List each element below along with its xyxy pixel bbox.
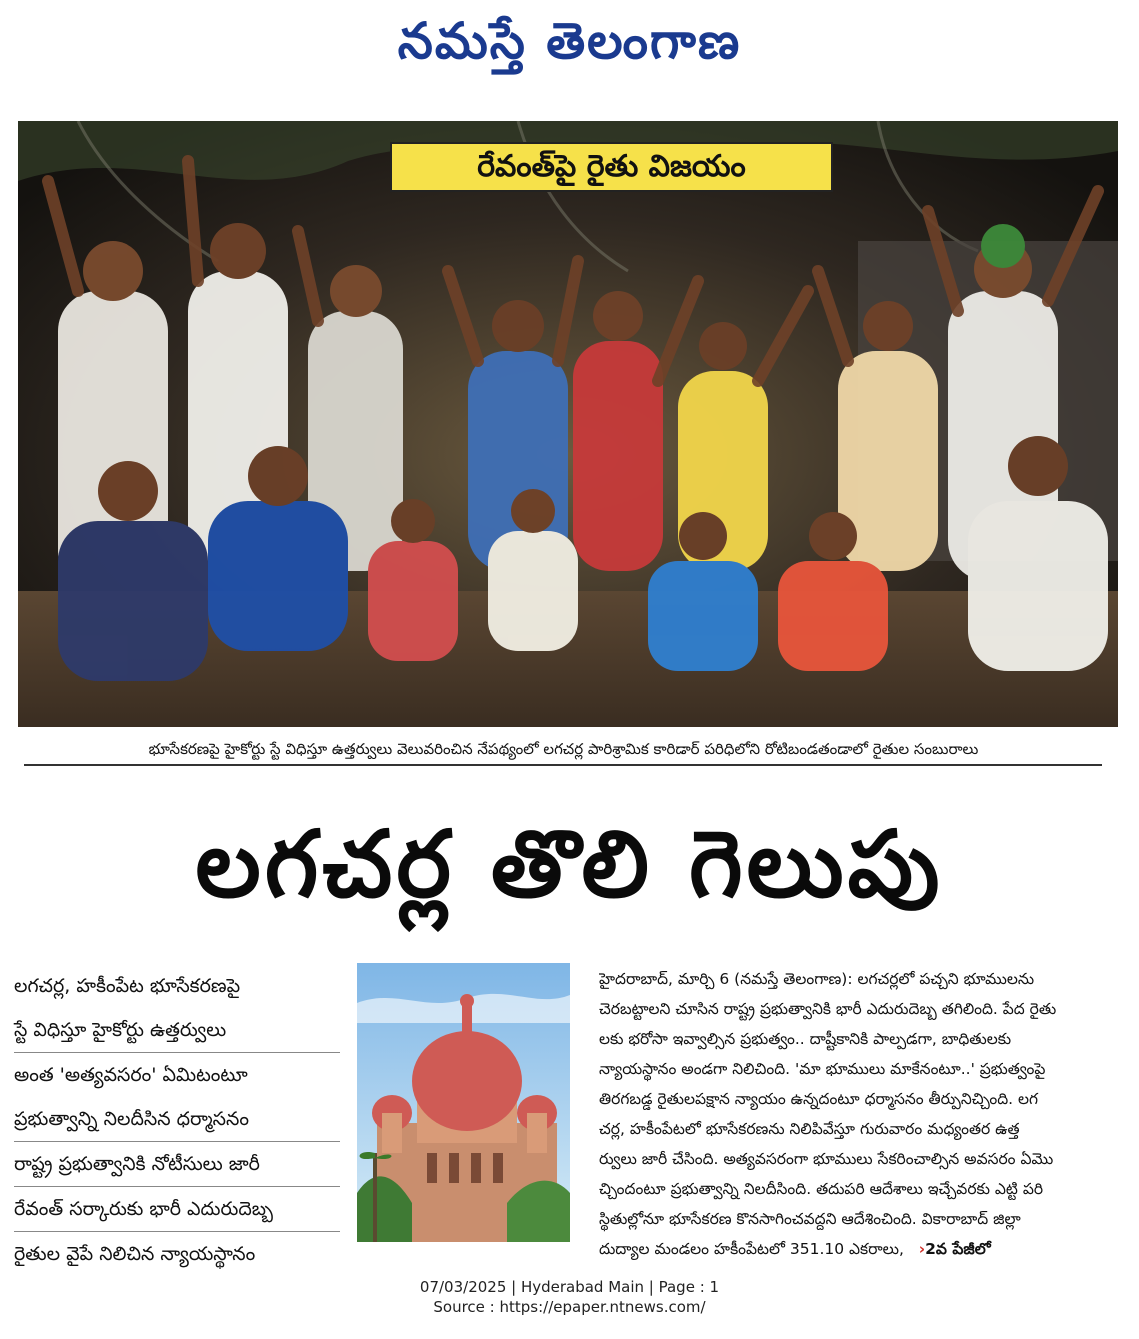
caption-divider bbox=[24, 764, 1102, 766]
article-body bbox=[599, 964, 1129, 1264]
summary-point: రైతుల వైపే నిలిచిన న్యాయస్థానం bbox=[14, 1243, 256, 1265]
masthead-title: నమస్తే తెలంగాణ bbox=[397, 11, 742, 70]
body-line: చెరబట్టాలని చూసిన రాష్ట్ర ప్రభుత్వానికి భారీ ఎదురుదెబ్బ తగిలింది. పేద రైతు bbox=[599, 1000, 1057, 1018]
jump-label: 2వ పేజీలో bbox=[925, 1240, 991, 1258]
summary-point: రేవంత్ సర్కారుకు భారీ ఎదురుదెబ్బ bbox=[14, 1198, 274, 1220]
page-footer bbox=[0, 1277, 1139, 1317]
continued-on-page-2-link[interactable] bbox=[919, 1240, 991, 1258]
summary-points bbox=[14, 964, 344, 1276]
high-court-building-illustration bbox=[357, 963, 570, 1242]
body-line: స్థితుల్లోనూ భూసేకరణ కొనసాగించవద్దని ఆదేశించింది. వికారాబాద్ జిల్లా bbox=[599, 1210, 1021, 1228]
body-line: చ్చిందంటూ ప్రభుత్వాన్ని నిలదీసింది. తదుపరి ఆదేశాలు ఇచ్చేవరకు ఎట్టి పరి bbox=[599, 1180, 1044, 1198]
body-line: న్యాయస్థానం అండగా నిలిచింది. 'మా భూములు మాకేనంటూ..' ప్రభుత్వంపై bbox=[599, 1060, 1046, 1078]
photo-caption: భూసేకరణపై హైకోర్టు స్టే విధిస్తూ ఉత్తర్వులు వెలువరించిన నేపథ్యంలో లగచర్ల పారిశ్రామిక కారిడార్ పరిధిలోని రోటిబండతండాలో రైతుల సంబురాలు bbox=[148, 740, 979, 758]
body-line: తిరగబడ్డ రైతులపక్షాన న్యాయం ఉన్నదంటూ ధర్మాసనం తీర్పునిచ్చింది. లగ bbox=[599, 1090, 1039, 1108]
summary-point: స్టే విధిస్తూ హైకోర్టు ఉత్తర్వులు bbox=[14, 1019, 227, 1041]
headline: లగచర్ల తొలి గెలుపు bbox=[195, 811, 944, 918]
body-line: హైదరాబాద్, మార్చి 6 (నమస్తే తెలంగాణ): లగచర్లలో పచ్చని భూములను bbox=[599, 970, 1035, 988]
summary-point: లగచర్ల, హకీంపేట భూసేకరణపై bbox=[14, 975, 241, 997]
source-link[interactable]: Source : https://epaper.ntnews.com/ bbox=[433, 1298, 706, 1316]
celebration-photo-illustration bbox=[18, 121, 1118, 727]
body-line: చర్ల, హకీంపేటలో భూసేకరణను నిలిపివేస్తూ గురువారం మధ్యంతర ఉత్త bbox=[599, 1120, 1020, 1138]
body-line: లకు భరోసా ఇవ్వాల్సిన ప్రభుత్వం.. దాష్టీకానికి పాల్పడగా, బాధితులకు bbox=[599, 1030, 1012, 1048]
body-line: దుద్యాల మండలం హకీంపేటలో 351.10 ఎకరాలు, bbox=[599, 1240, 904, 1258]
lead-photo bbox=[18, 121, 1118, 727]
photo-tag-banner bbox=[390, 142, 833, 192]
summary-point: రాష్ట్ర ప్రభుత్వానికి నోటీసులు జారీ bbox=[14, 1153, 260, 1175]
summary-point: ప్రభుత్వాన్ని నిలదీసిన ధర్మాసనం bbox=[14, 1108, 249, 1130]
body-line-last bbox=[599, 1234, 1129, 1264]
summary-point: అంత 'అత్యవసరం' ఏమిటంటూ bbox=[14, 1064, 248, 1086]
edition-info: 07/03/2025 | Hyderabad Main | Page : 1 bbox=[419, 1278, 720, 1296]
jump-arrow-icon: › bbox=[918, 1240, 926, 1258]
high-court-photo bbox=[357, 963, 570, 1242]
body-line: ర్వులు జారీ చేసింది. అత్యవసరంగా భూములు సేకరించాల్సిన అవసరం ఏమొ bbox=[599, 1150, 1054, 1168]
photo-tag-text: రేవంత్‌పై రైతు విజయం bbox=[477, 149, 746, 184]
masthead bbox=[0, 6, 1139, 76]
